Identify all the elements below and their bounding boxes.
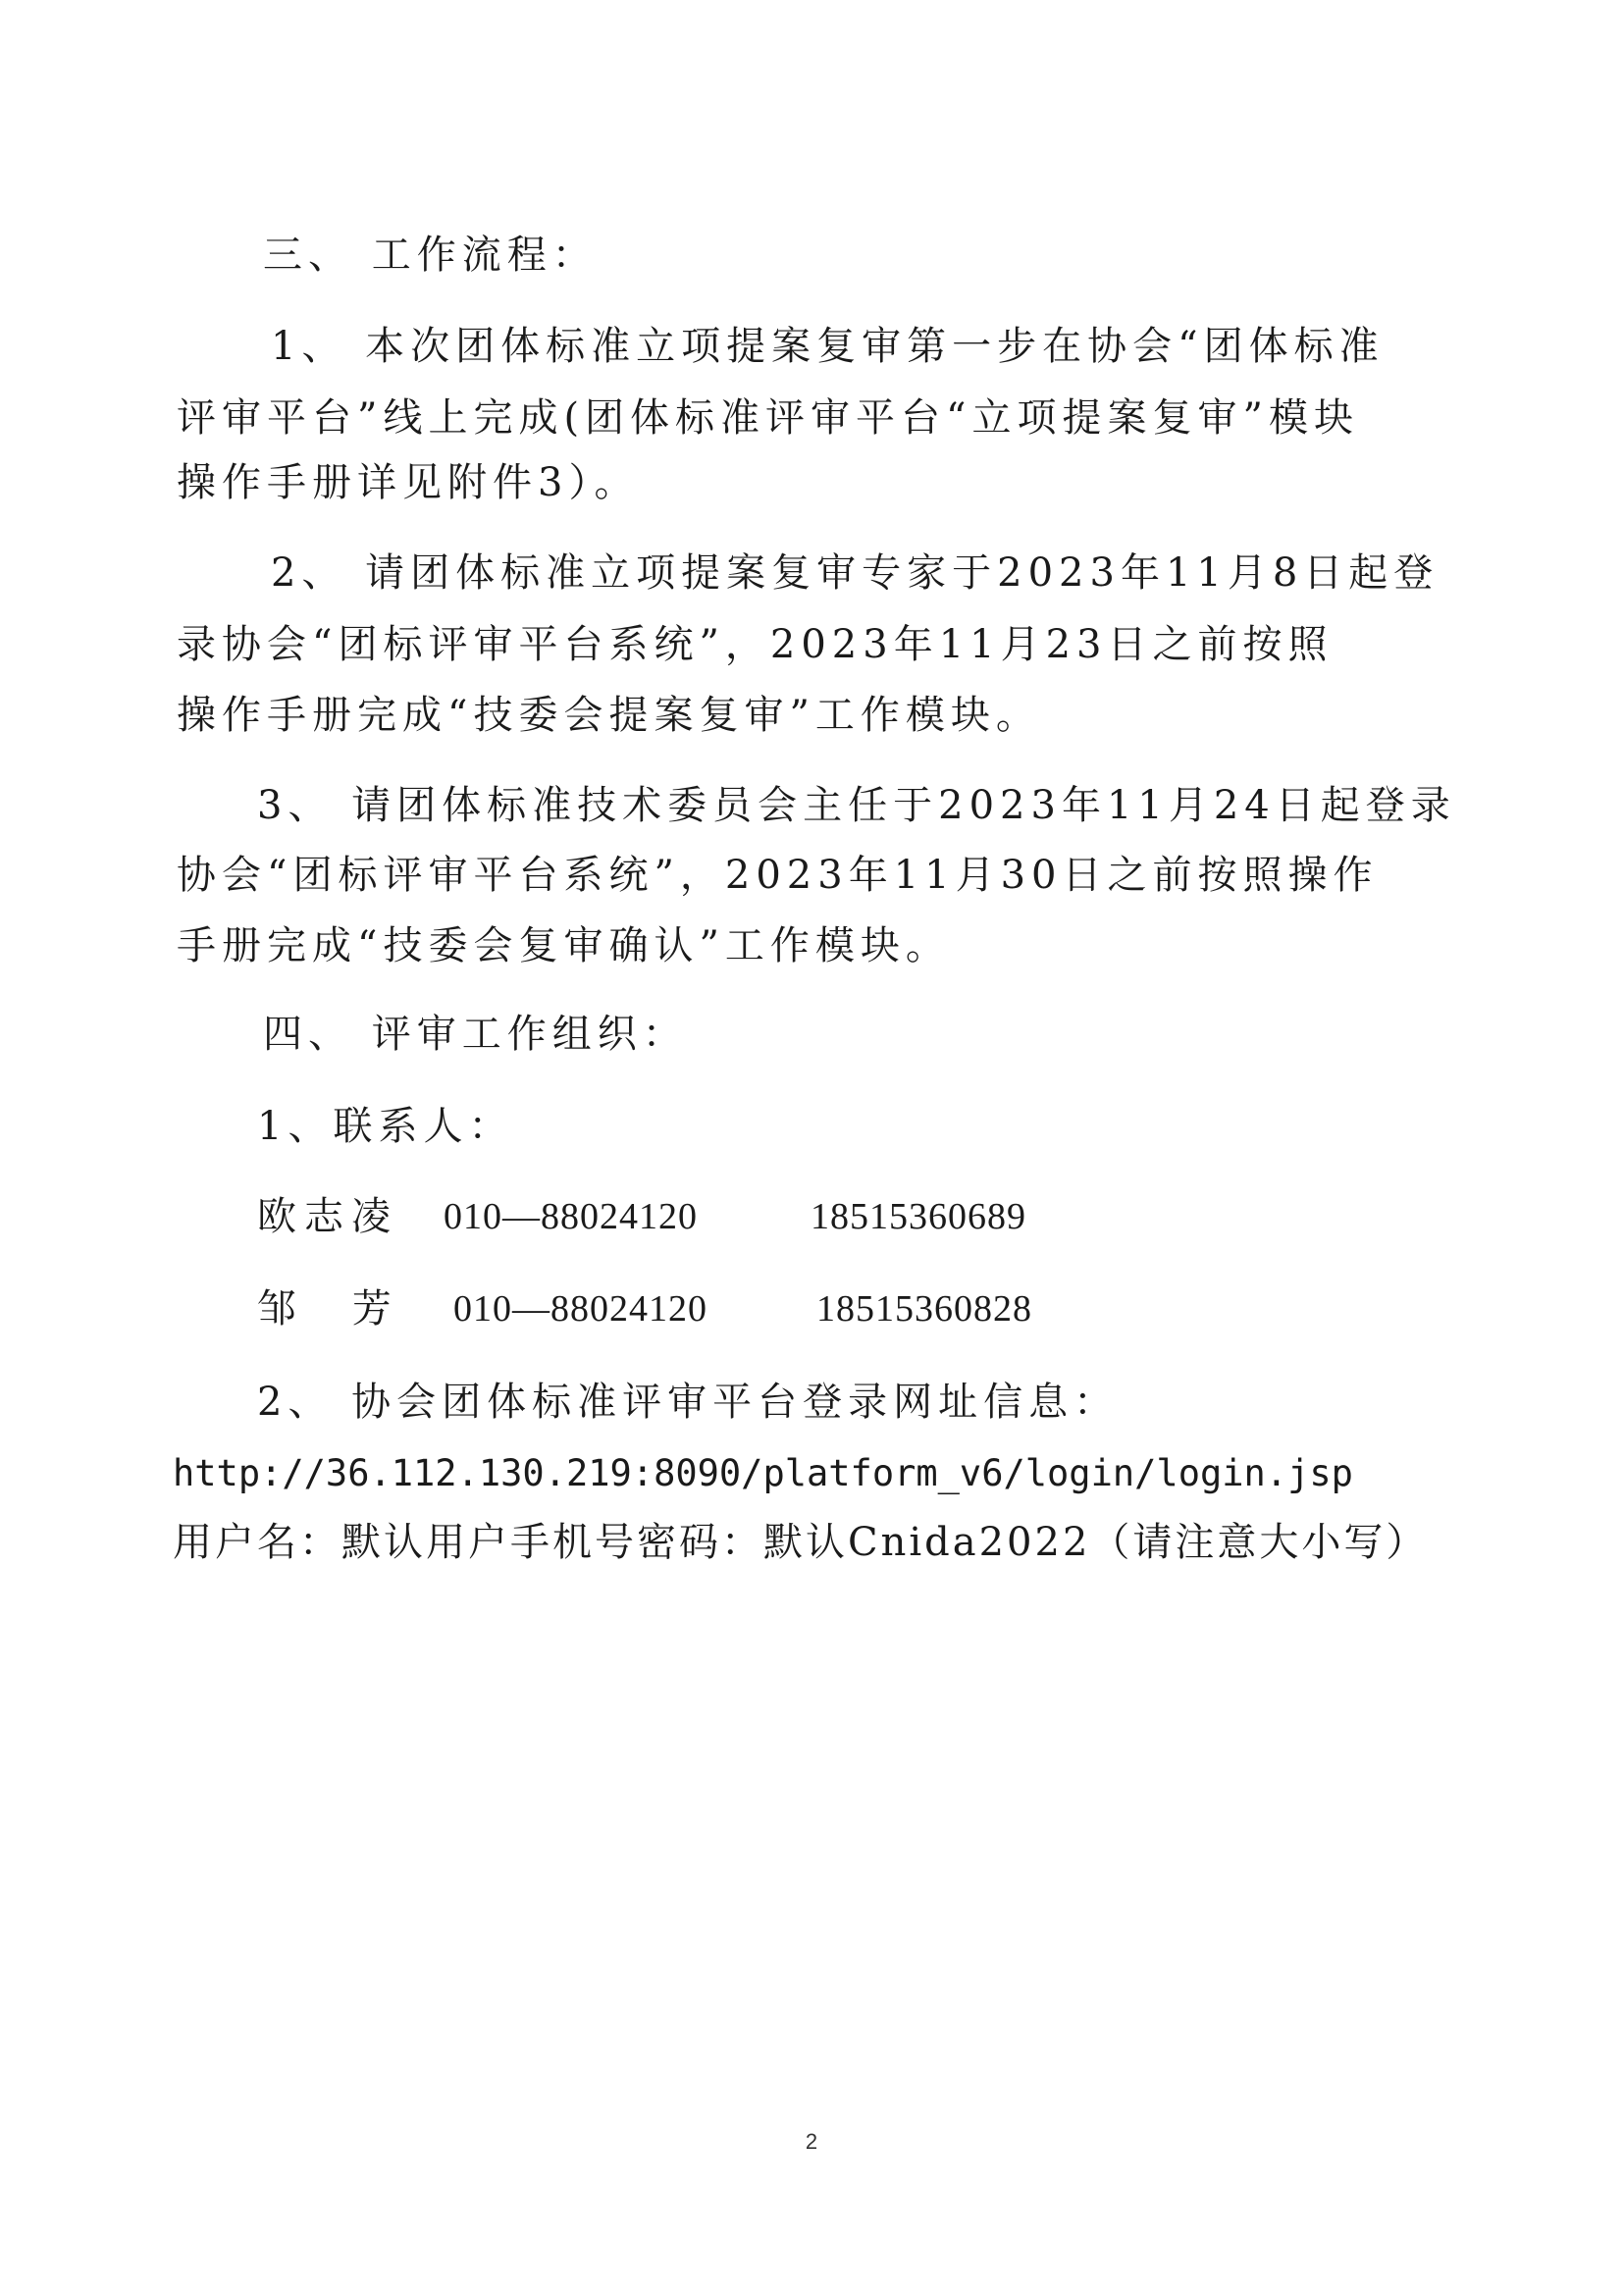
section-heading-organization: 四、 评审工作组织： [263, 1012, 688, 1057]
contact-name: 邹 芳 [257, 1286, 413, 1331]
contacts-heading: 1、联系人： [257, 1104, 514, 1149]
workflow-item-3-line-1: 3、 请团体标准技术委员会主任于2023年11月24日起登录 [257, 783, 1456, 828]
workflow-item-1-line-2: 评审平台”线上完成(团体标准评审平台“立项提案复审”模块 [177, 395, 1359, 441]
page-number: 2 [805, 2129, 818, 2154]
section-heading-workflow: 三、 工作流程： [263, 233, 598, 278]
workflow-item-1-line-1: 1、 本次团体标准立项提案复审第一步在协会“团体标准 [271, 324, 1385, 369]
contact-name: 欧志凌 [257, 1194, 398, 1239]
contact-mobile: 18515360828 [816, 1288, 1032, 1330]
contact-phone: 010—88024120 [444, 1196, 698, 1237]
workflow-item-2-line-2: 录协会“团标评审平台系统”，2023年11月23日之前按照 [177, 622, 1334, 667]
workflow-item-1-line-3: 操作手册详见附件3）。 [177, 460, 640, 505]
workflow-item-3-line-2: 协会“团标评审平台系统”，2023年11月30日之前按照操作 [177, 853, 1379, 898]
workflow-item-2-line-1: 2、 请团体标准立项提案复审专家于2023年11月8日起登 [271, 550, 1440, 596]
login-info-heading: 2、 协会团体标准评审平台登录网址信息： [257, 1380, 1120, 1425]
workflow-item-3-line-3: 手册完成“技委会复审确认”工作模块。 [177, 923, 951, 968]
login-credentials: 用户名：默认用户手机号密码：默认Cnida2022（请注意大小写） [173, 1520, 1429, 1565]
workflow-item-2-line-3: 操作手册完成“技委会提案复审”工作模块。 [177, 693, 1041, 738]
contact-phone: 010—88024120 [453, 1288, 707, 1330]
login-url: http://36.112.130.219:8090/platform_v6/login/login.jsp [173, 1452, 1353, 1494]
contact-mobile: 18515360689 [811, 1196, 1026, 1237]
